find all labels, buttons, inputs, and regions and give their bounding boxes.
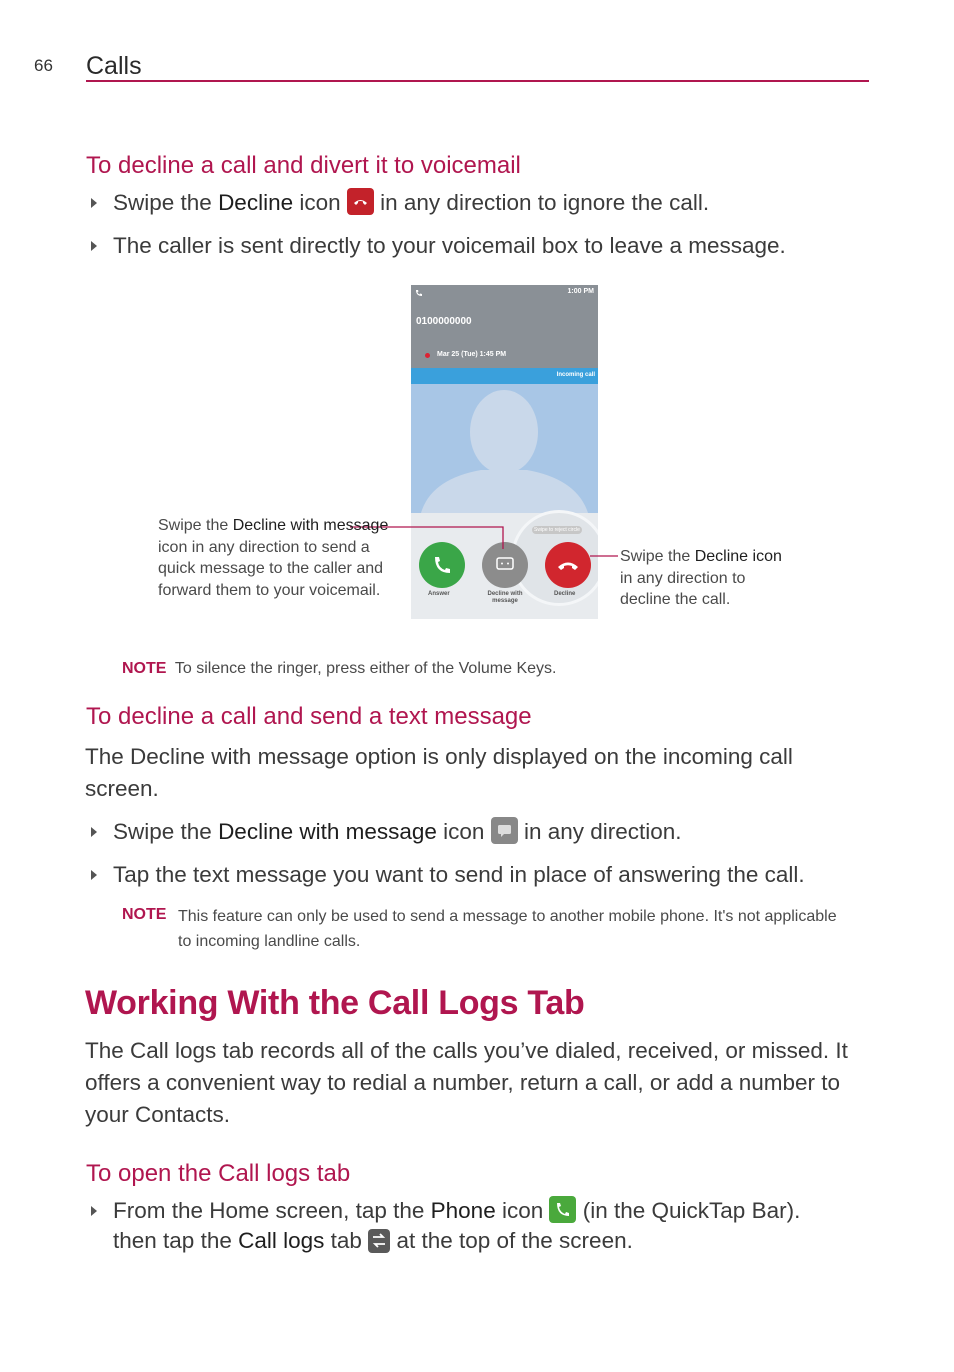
answer-label: Answer [428,591,450,597]
text: Swipe the [113,819,219,844]
note-label: NOTE [122,906,167,923]
incoming-call-screenshot [411,285,598,619]
text: Swipe the [620,548,695,565]
bullet-voicemail [113,231,786,261]
paragraph-decline-option: The Decline with message option is only displayed on the incoming call screen. [85,744,793,801]
phone-header [411,285,598,368]
decline-label: Decline [554,591,576,597]
message-icon [491,817,518,844]
text: From the Home screen, tap the [113,1198,431,1223]
term-call-logs: Call logs [238,1228,325,1253]
note-silence-ringer [122,656,556,681]
incoming-bar [411,368,598,384]
answer-button[interactable] [419,542,465,588]
header-rule [86,80,869,82]
text: then tap the [113,1228,239,1253]
section-title: Calls [86,52,142,80]
text: (in the QuickTap Bar). [576,1198,801,1223]
caller-number: 0100000000 [416,316,472,327]
bullet-tap-message [113,860,805,890]
term-decline: Decline [218,190,294,215]
decline-phone-icon [545,542,591,588]
term-volume-keys: Volume Keys [458,660,553,677]
bullet-open-call-logs-line2 [113,1226,633,1256]
heading-decline-text-message: To decline a call and send a text message [86,703,532,730]
text: To silence the ringer, press either of the [174,660,459,677]
term-phone: Phone [430,1198,496,1223]
term: Decline with message [232,517,389,534]
caption-decline [620,546,785,611]
bullet-arrow-icon [91,198,97,208]
contact-photo-area [411,384,598,513]
call-actions [411,513,598,619]
text: Swipe the [158,517,233,534]
text: in any direction to ignore the call. [373,190,710,215]
text: icon in any direction to send a quick message to the caller and forward them to your voicemail. [158,538,384,599]
avatar-silhouette-icon [411,384,598,513]
text: icon [495,1198,550,1223]
heading-decline-voicemail: To decline a call and divert it to voicemail [86,152,521,179]
text: in any direction to decline the call. [620,569,746,608]
text: icon [436,819,491,844]
bullet-arrow-icon [91,827,97,837]
message-icon [482,542,528,588]
text: The caller is sent directly to your voicemail box to leave a message. [113,233,786,258]
paragraph-call-logs: The Call logs tab records all of the calls you’ve dialed, received, or missed. It offers a convenient way to redial a number, return a call, or add a number to your Contacts. [85,1038,848,1127]
note-landline: This feature can only be used to send a message to another mobile phone. It's not applicable to incoming landline calls. [178,908,837,950]
bullet-arrow-icon [91,870,97,880]
bullet-open-phone [113,1196,800,1226]
phone-icon [549,1196,576,1223]
bullet-swipe-decline-message [113,817,682,847]
text: . [552,660,557,677]
decline-phone-icon [347,188,374,215]
incoming-label: Incoming call [556,372,595,378]
call-status-icon [415,289,423,297]
caption-decline-with-message [158,515,398,601]
text: Tap the text message you want to send in place of answering the call. [113,862,805,887]
answer-phone-icon [419,542,465,588]
bullet-swipe-decline [113,188,709,218]
text: in any direction. [517,819,682,844]
page-number: 66 [34,56,53,75]
text: icon [293,190,347,215]
decline-with-message-button[interactable] [482,542,528,588]
text: Swipe the [113,190,219,215]
heading-open-call-logs: To open the Call logs tab [86,1160,351,1187]
status-time: 1:00 PM [567,288,594,295]
missed-dot-icon [425,353,430,358]
swipe-hint: Swipe to reject circle [534,527,580,533]
note-label: NOTE [122,660,167,677]
decline-button[interactable] [545,542,591,588]
heading-call-logs-tab: Working With the Call Logs Tab [85,984,585,1022]
term-decline-with-message: Decline with message [218,819,437,844]
text: at the top of the screen. [390,1228,633,1253]
decline-message-label: Decline with message [487,591,523,604]
call-logs-icon [368,1229,390,1253]
bullet-arrow-icon [91,1206,97,1216]
text: tab [324,1228,369,1253]
term: Decline icon [694,548,782,565]
bullet-arrow-icon [91,241,97,251]
call-date: Mar 25 (Tue) 1:45 PM [437,351,507,358]
